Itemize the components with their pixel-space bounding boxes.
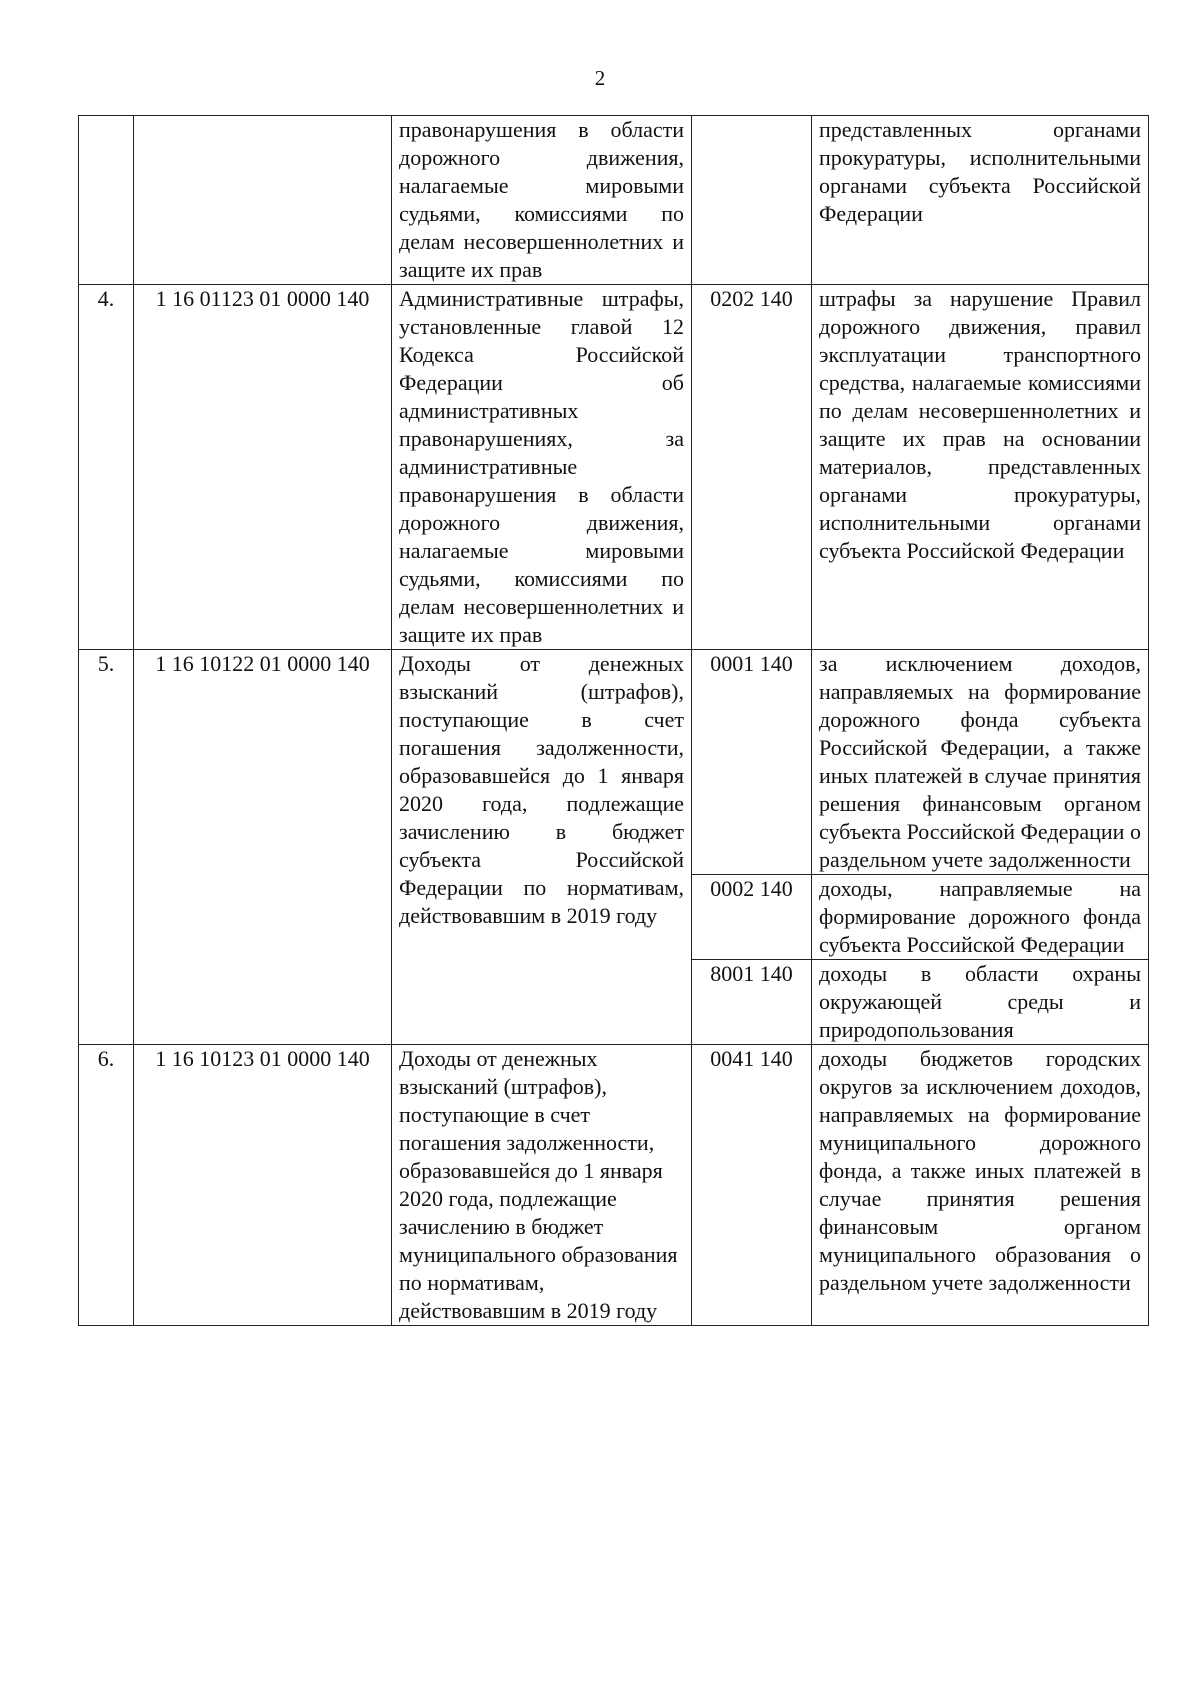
subtype-code-cell: 0001 140 <box>692 650 812 875</box>
revenue-name-cell: Административные штрафы, установленные главой 12 Кодекса Российской Федерации об административных правонарушениях, за административные правонарушения в области дорожного движения, налагаемые мировыми судьями, комиссиями по делам несовершеннолетних и защите их прав <box>392 285 692 650</box>
kbk-code-cell: 1 16 10122 01 0000 140 <box>134 650 392 1045</box>
row-number-cell <box>79 116 134 285</box>
table-row-continuation <box>79 116 1149 285</box>
subtype-code-cell: 8001 140 <box>692 960 812 1045</box>
subtype-code-cell: 0041 140 <box>692 1045 812 1326</box>
subtype-description-cell: доходы бюджетов городских округов за исключением доходов, направляемых на формирование муниципального дорожного фонда, а также иных платежей в случае принятия решения финансовым органом муниципального образования о раздельном учете задолженности <box>812 1045 1149 1326</box>
revenue-codes-table <box>78 115 1149 1326</box>
table-row <box>79 285 1149 650</box>
revenue-name-cell: Доходы от денежных взысканий (штрафов), поступающие в счет погашения задолженности, образовавшейся до 1 января 2020 года, подлежащие зачислению в бюджет субъекта Российской Федерации по нормативам, действовавшим в 2019 году <box>392 650 692 1045</box>
subtype-description-cell: штрафы за нарушение Правил дорожного движения, правил эксплуатации транспортного средства, налагаемые комиссиями по делам несовершеннолетних и защите их прав на основании материалов, представленных органами прокуратуры, исполнительными органами субъекта Российской Федерации <box>812 285 1149 650</box>
subtype-description-cell: представленных органами прокуратуры, исполнительными органами субъекта Российской Федерации <box>812 116 1149 285</box>
subtype-description-cell: доходы, направляемые на формирование дорожного фонда субъекта Российской Федерации <box>812 875 1149 960</box>
revenue-name-cell: Доходы от денежных взысканий (штрафов), поступающие в счет погашения задолженности, образовавшейся до 1 января 2020 года, подлежащие зачислению в бюджет муниципального образования по нормативам, действовавшим в 2019 году <box>392 1045 692 1326</box>
subtype-code-cell: 0002 140 <box>692 875 812 960</box>
row-number-cell: 4. <box>79 285 134 650</box>
table-row <box>79 1045 1149 1326</box>
revenue-name-cell: правонарушения в области дорожного движения, налагаемые мировыми судьями, комиссиями по делам несовершеннолетних и защите их прав <box>392 116 692 285</box>
row-number-cell: 5. <box>79 650 134 1045</box>
subtype-description-cell: доходы в области охраны окружающей среды и природопользования <box>812 960 1149 1045</box>
subtype-description-cell: за исключением доходов, направляемых на формирование дорожного фонда субъекта Российской Федерации, а также иных платежей в случае принятия решения финансовым органом субъекта Российской Федерации о раздельном учете задолженности <box>812 650 1149 875</box>
subtype-code-cell <box>692 116 812 285</box>
kbk-code-cell: 1 16 01123 01 0000 140 <box>134 285 392 650</box>
kbk-code-cell: 1 16 10123 01 0000 140 <box>134 1045 392 1326</box>
table-row <box>79 650 1149 875</box>
kbk-code-cell <box>134 116 392 285</box>
row-number-cell: 6. <box>79 1045 134 1326</box>
page-number: 2 <box>594 66 606 90</box>
subtype-code-cell: 0202 140 <box>692 285 812 650</box>
